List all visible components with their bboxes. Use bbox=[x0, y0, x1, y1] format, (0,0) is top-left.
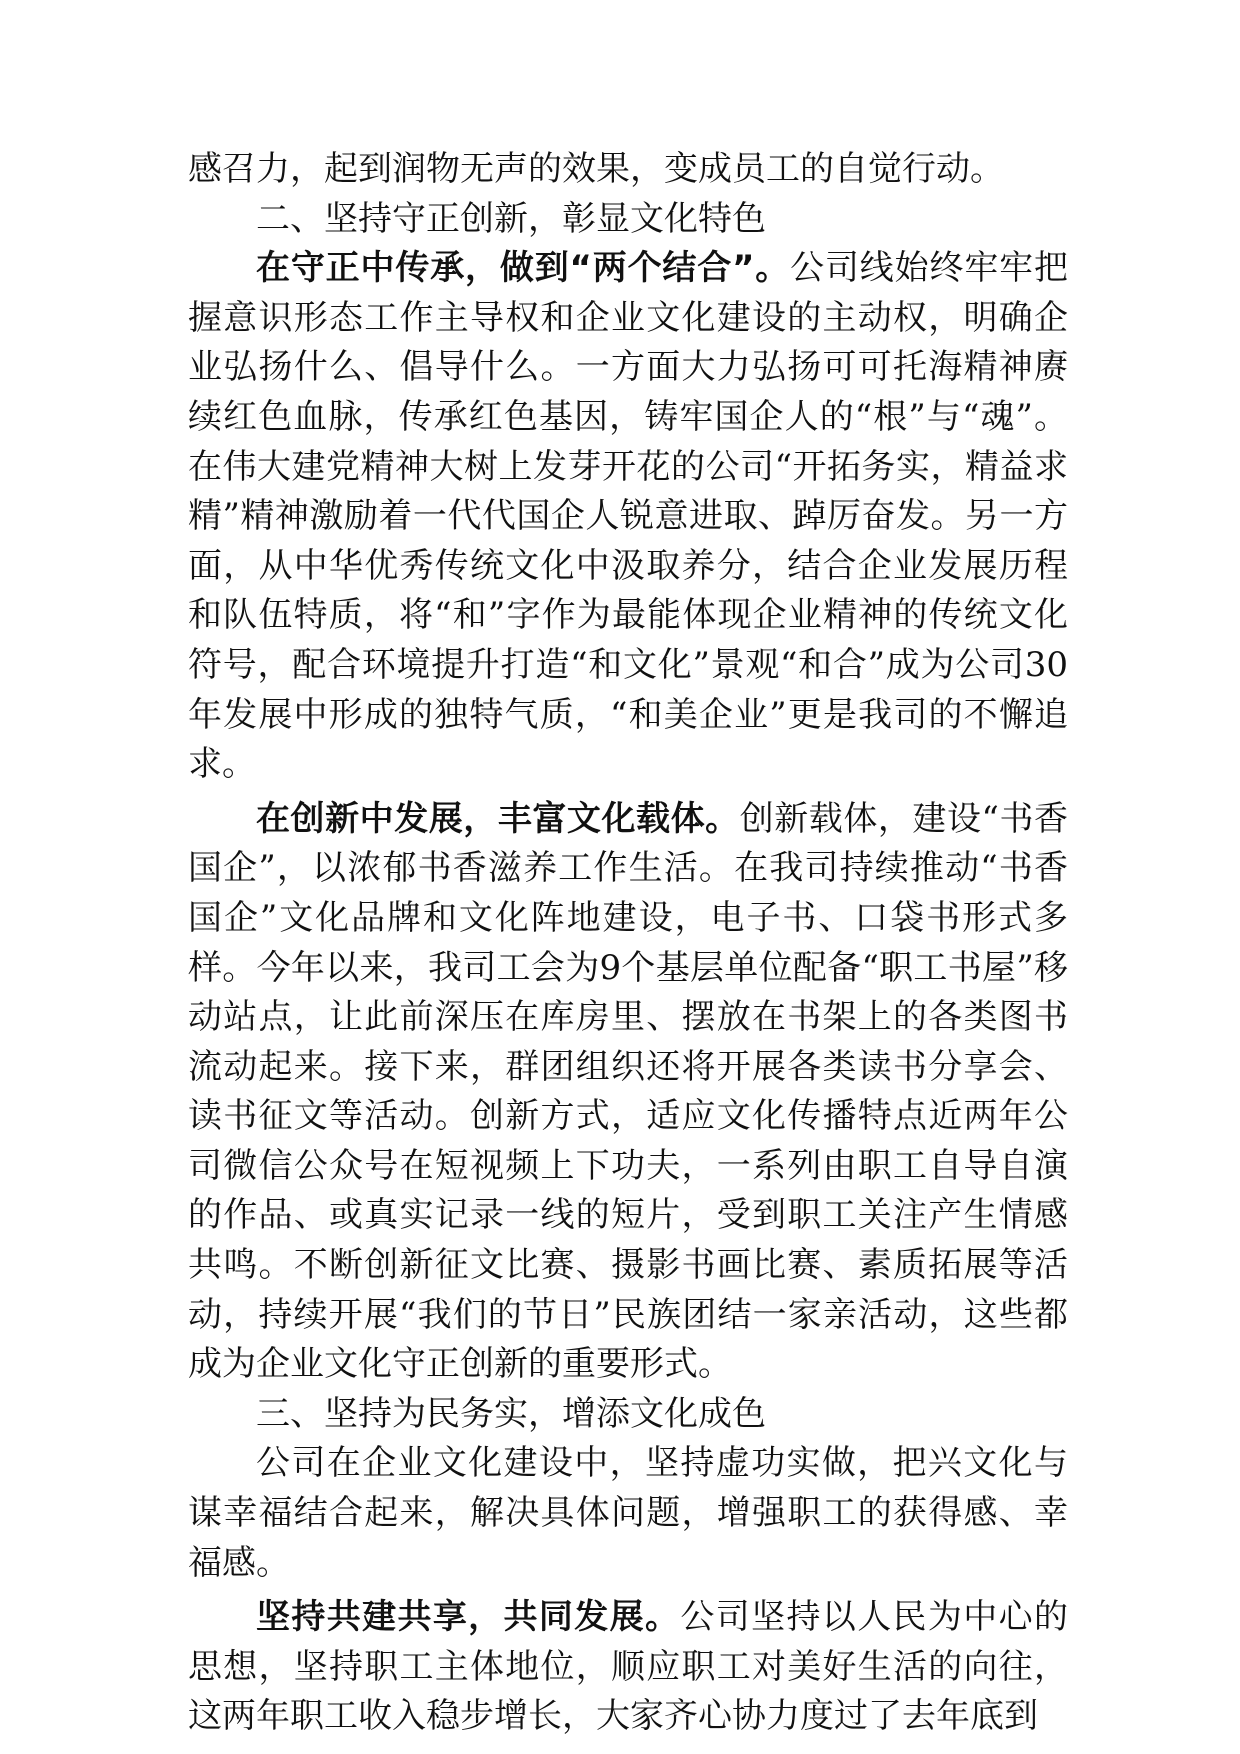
paragraph-text: 公司坚持以人民为中心的思想，坚持职工主体地位，顺应职工对美好生活的向往，这两年职工收入稳步增长，大家齐心协力度过了去年底到 bbox=[188, 1597, 1069, 1737]
paragraph-shared-development bbox=[188, 1593, 1068, 1742]
section-heading-text: 三、坚持为民务实，增添文化成色 bbox=[256, 1393, 766, 1434]
paragraph-text: 创新载体，建设“书香国企”，以浓郁书香滋养工作生活。在我司持续推动“书香国企”文化品牌和文化阵地建设，电子书、口袋书形式多样。今年以来，我司工会为9个基层单位配备“职工书屋”移动站点，让此前深压在库房里、摆放在书架上的各类图书流动起来。接下来，群团组织还将开展各类读书分享会、读书征文等活动。创新方式，适应文化传播特点近两年公司微信公众号在短视频上下功夫，一系列由职工自导自演的作品、或真实记录一线的短片，受到职工关注产生情感共鸣。不断创新征文比赛、摄影书画比赛、素质拓展等活动，持续开展“我们的节日”民族团结一家亲活动，这些都成为企业文化守正创新的重要形式。 bbox=[188, 798, 1069, 1385]
paragraph-continuation bbox=[188, 145, 1068, 195]
paragraph-text: 公司在企业文化建设中，坚持虚功实做，把兴文化与谋幸福结合起来，解决具体问题，增强职工的获得感、幸福感。 bbox=[188, 1443, 1068, 1583]
paragraph-text: 感召力，起到润物无声的效果，变成员工的自觉行动。 bbox=[188, 149, 1004, 189]
document-body bbox=[188, 145, 1068, 1742]
paragraph-practical bbox=[188, 1439, 1068, 1588]
paragraph-heritage bbox=[188, 244, 1068, 790]
paragraph-text: 公司线始终牢牢把握意识形态工作主导权和企业文化建设的主动权，明确企业弘扬什么、倡导什么。一方面大力弘扬可可托海精神赓续红色血脉，传承红色基因，铸牢国企人的“根”与“魂”。在伟大建党精神大树上发芽开花的公司“开拓务实，精益求精”精神激励着一代代国企人锐意进取、踔厉奋发。另一方面，从中华优秀传统文化中汲取养分，结合企业发展历程和队伍特质，将“和”字作为最能体现企业精神的传统文化符号，配合环境提升打造“和文化”景观“和合”成为公司30年发展中形成的独特气质，“和美企业”更是我司的不懈追求。 bbox=[188, 248, 1068, 785]
paragraph-innovation bbox=[188, 795, 1068, 1390]
section-heading-3 bbox=[188, 1390, 1068, 1440]
paragraph-lead: 在创新中发展，丰富文化载体。 bbox=[256, 798, 740, 839]
paragraph-lead: 在守正中传承，做到“两个结合”。 bbox=[256, 248, 791, 289]
paragraph-lead: 坚持共建共享，共同发展。 bbox=[256, 1597, 681, 1638]
section-heading-2 bbox=[188, 195, 1068, 245]
section-heading-text: 二、坚持守正创新，彰显文化特色 bbox=[256, 198, 766, 239]
